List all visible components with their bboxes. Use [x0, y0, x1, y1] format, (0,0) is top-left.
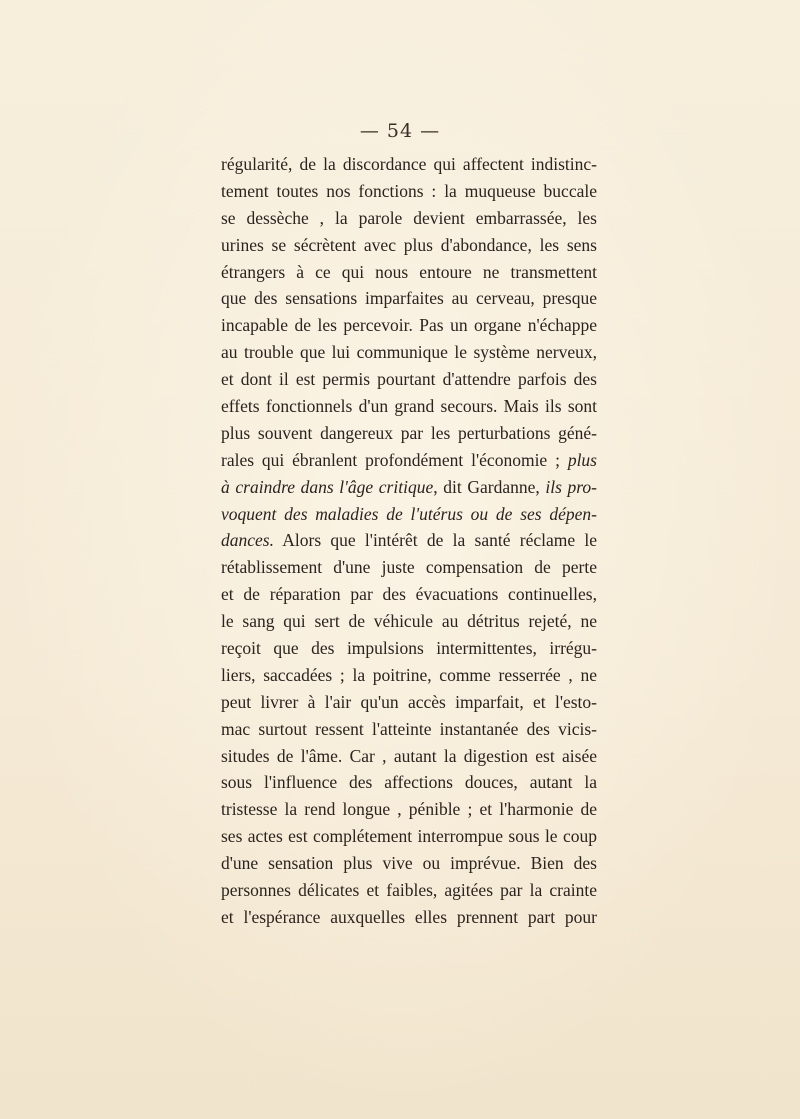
body-text	[221, 151, 597, 931]
italic-fragment: à craindre dans l'âge critique	[221, 476, 434, 497]
text-line: tement toutes nos fonctions : la muqueuse buccale	[221, 180, 597, 201]
text-line: liers, saccadées ; la poitrine, comme resserrée , ne	[221, 664, 597, 685]
text-line: personnes délicates et faibles, agitées par la crainte	[221, 880, 597, 901]
text-line: plus souvent dangereux par les perturbations géné-	[221, 422, 597, 443]
text-line: situdes de l'âme. Car , autant la digestion est aisée	[221, 745, 597, 766]
text-line: voquent des maladies de l'utérus ou de ses dépen-	[221, 503, 597, 524]
text-line	[221, 474, 597, 501]
text-line: d'une sensation plus vive ou imprévue. Bien des	[221, 853, 597, 874]
text-line: régularité, de la discordance qui affectent indistinc-	[221, 154, 597, 174]
italic-fragment: dances.	[221, 530, 274, 551]
text-line: effets fonctionnels d'un grand secours. Mais ils sont	[221, 396, 597, 417]
italic-fragment: plus	[567, 449, 597, 470]
text-line: mac surtout ressent l'atteinte instantanée des vicis-	[221, 718, 597, 739]
text-line: le sang qui sert de véhicule au détritus rejeté, ne	[221, 611, 597, 632]
text-line: tristesse la rend longue , pénible ; et l'harmonie de	[221, 799, 597, 820]
text-line	[221, 527, 597, 554]
text-fragment: rales qui ébranlent profondément l'économie ;	[221, 449, 568, 470]
text-line: peut livrer à l'air qu'un accès imparfait, et l'esto-	[221, 691, 597, 712]
italic-fragment: ils pro-	[545, 476, 598, 497]
text-line: rétablissement d'une juste compensation de perte	[221, 557, 597, 578]
text-fragment: Alors que l'intérêt de la santé réclame le	[273, 530, 597, 551]
text-line: urines se sécrètent avec plus d'abondance, les sens	[221, 234, 597, 255]
text-line: ses actes est complétement interrompue sous le coup	[221, 826, 597, 847]
text-line: et l'espérance auxquelles elles prennent part pour	[221, 906, 597, 927]
page-number: — 54 —	[359, 120, 441, 142]
text-line: étrangers à ce qui nous entoure ne transmettent	[221, 261, 597, 282]
text-line: au trouble que lui communique le système nerveux,	[221, 342, 597, 363]
text-line: et de réparation par des évacuations continuelles,	[221, 584, 597, 605]
text-line	[221, 447, 597, 474]
text-line: que des sensations imparfaites au cerveau, presque	[221, 288, 597, 309]
text-fragment: , dit Gardanne,	[433, 476, 546, 497]
text-line: sous l'influence des affections douces, autant la	[221, 772, 597, 793]
text-line: reçoit que des impulsions intermittentes, irrégu-	[221, 638, 597, 659]
text-line: se dessèche , la parole devient embarrassée, les	[221, 207, 597, 228]
text-line: incapable de les percevoir. Pas un organe n'échappe	[221, 315, 597, 336]
text-line: et dont il est permis pourtant d'attendre parfois des	[221, 369, 597, 390]
